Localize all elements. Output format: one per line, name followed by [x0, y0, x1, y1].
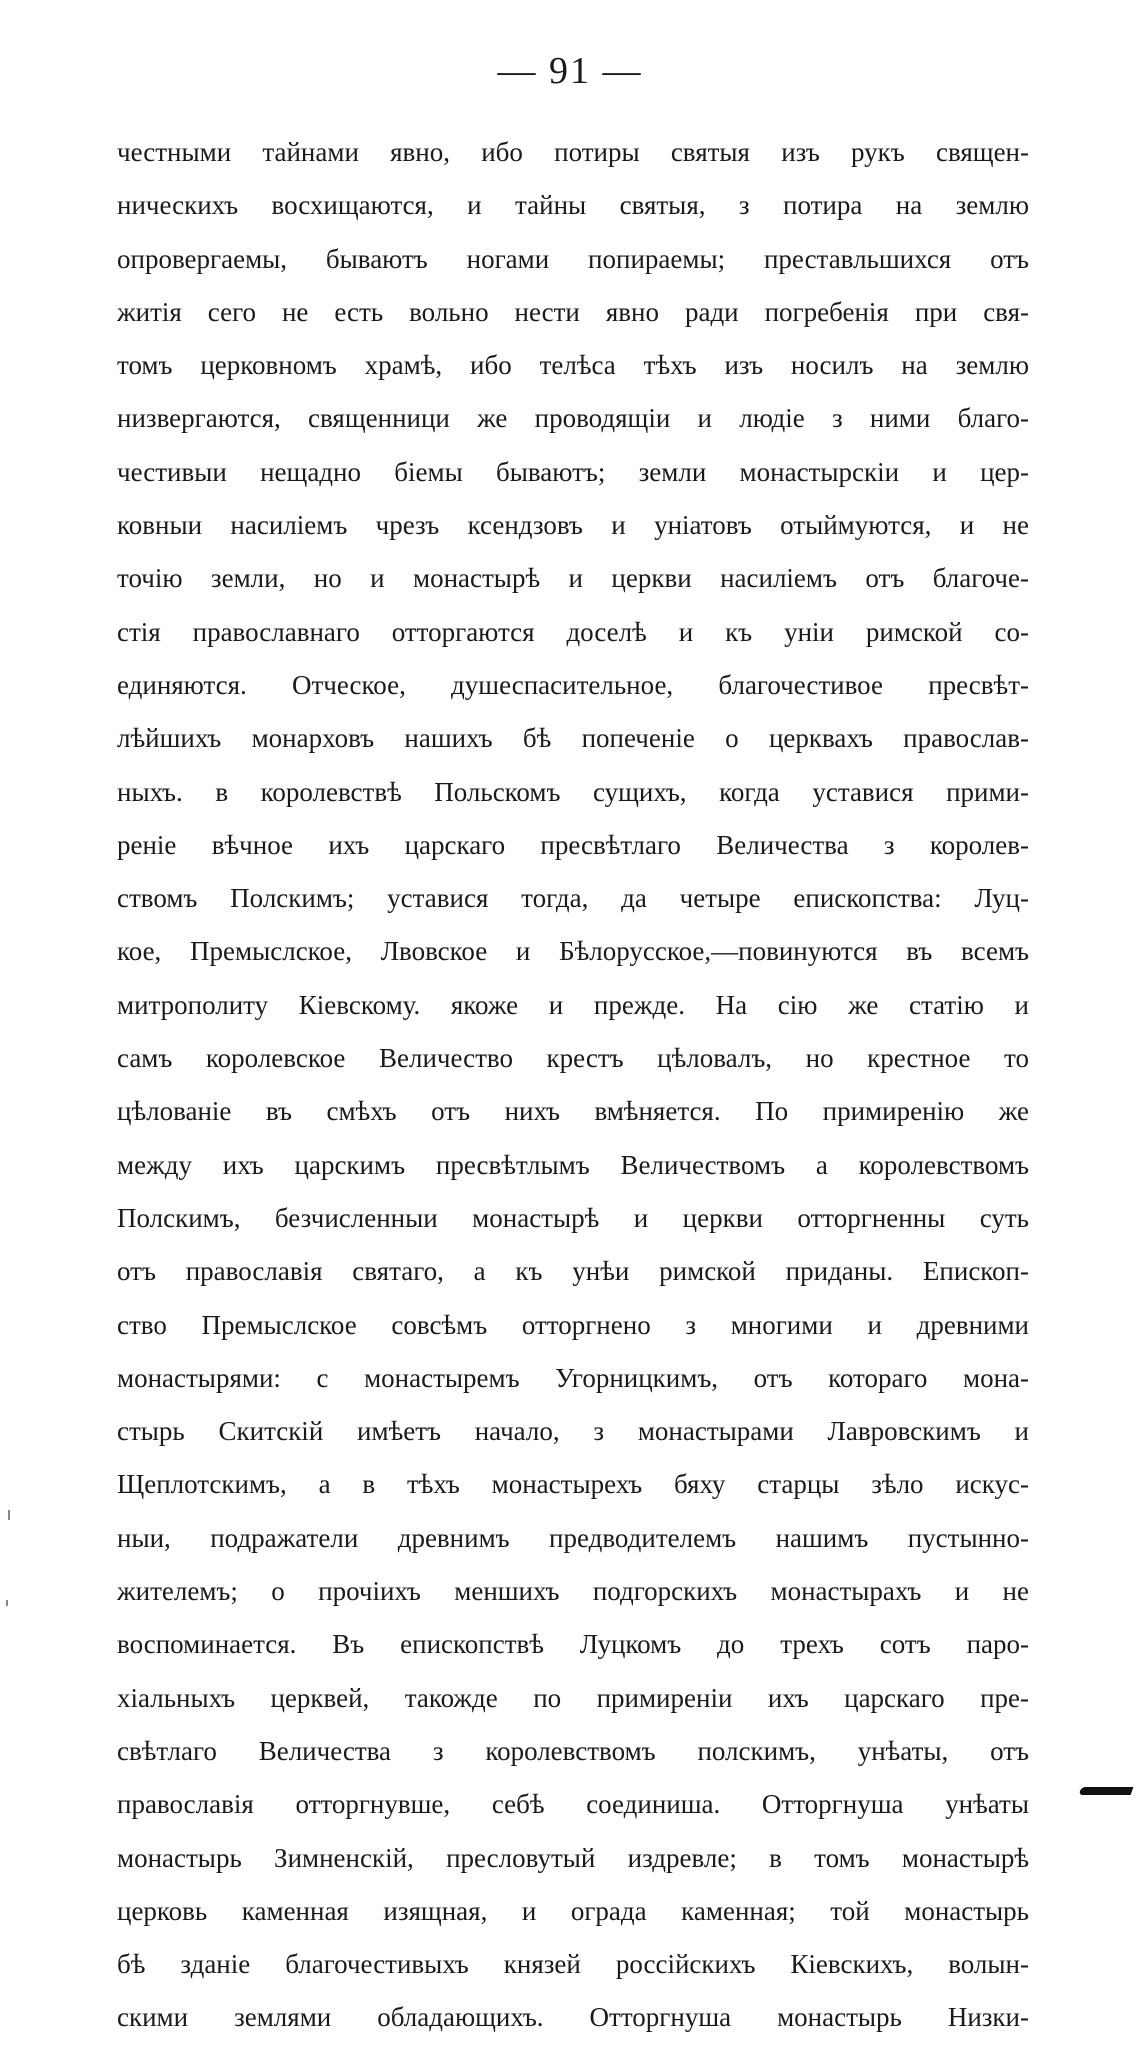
- text-line: самъ королевское Величество крестъ цѣловалъ, но крестное то: [117, 1043, 1029, 1074]
- text-line: житія сего не есть вольно нести явно ради погребенія при свя-: [117, 296, 1029, 327]
- text-line: томъ церковномъ храмѣ, ибо телѣса тѣхъ изъ носилъ на землю: [117, 350, 1029, 381]
- text-line: цѣлованіе въ смѣхъ отъ нихъ вмѣняется. По примиренію же: [117, 1096, 1029, 1127]
- text-line: между ихъ царскимъ пресвѣтлымъ Величествомъ а королевствомъ: [117, 1149, 1029, 1180]
- text-line: ныхъ. в королевствѣ Польскомъ сущихъ, когда уставися прими-: [117, 776, 1029, 807]
- text-line: скими землями обладающихъ. Отторгнуша монастырь Низки-: [117, 2002, 1029, 2033]
- text-line: ковныи насиліемъ чрезъ ксендзовъ и уніатовъ отыймуются, и не: [117, 510, 1029, 541]
- text-line: православія отторгнувше, себѣ соединиша. Отторгнуша унѣаты: [117, 1789, 1029, 1820]
- text-line: воспоминается. Въ епископствѣ Луцкомъ до трехъ сотъ паро-: [117, 1629, 1029, 1660]
- page-edge-mark: [1079, 1787, 1134, 1795]
- body-text: [117, 130, 1029, 2049]
- text-line: стія православнаго отторгаются доселѣ и къ уніи римской со-: [117, 616, 1029, 647]
- text-line: стырь Скитскій имѣетъ начало, з монастырами Лавровскимъ и: [117, 1416, 1029, 1447]
- text-line: монастырь Зимненскій, пресловутый издревле; в томъ монастырѣ: [117, 1842, 1029, 1873]
- text-line: честивыи нещадно біемы бываютъ; земли монастырскіи и цер-: [117, 456, 1029, 487]
- text-line: честными тайнами явно, ибо потиры святыя изъ рукъ священ-: [117, 137, 1029, 167]
- text-line: ныи, подражатели древнимъ предводителемъ нашимъ пустынно-: [117, 1522, 1029, 1553]
- margin-speck: [6, 1600, 8, 1606]
- text-line: опровергаемы, бываютъ ногами попираемы; преставльшихся отъ: [117, 243, 1029, 274]
- text-line: монастырями: с монастыремъ Угорницкимъ, отъ котораго мона-: [117, 1362, 1029, 1393]
- text-line: хіальныхъ церквей, такожде по примиреніи ихъ царскаго пре-: [117, 1682, 1029, 1713]
- page-number: — 91 —: [497, 50, 643, 92]
- text-line: ство Премыслское совсѣмъ отторгнено з многими и древними: [117, 1309, 1029, 1340]
- text-line: кое, Премыслское, Лвовское и Бѣлорусское,—повинуются въ всемъ: [117, 936, 1029, 967]
- text-line: низвергаются, священници же проводящіи и людіе з ними благо-: [117, 403, 1029, 434]
- text-line: ническихъ восхищаются, и тайны святыя, з потира на землю: [117, 190, 1029, 221]
- text-line: лѣйшихъ монарховъ нашихъ бѣ попеченіе о церквахъ православ-: [117, 723, 1029, 754]
- text-line: единяются. Отческое, душеспасительное, благочестивое пресвѣт-: [117, 669, 1029, 700]
- margin-speck: [8, 1510, 10, 1520]
- text-line: отъ православія святаго, а къ унѣи римской приданы. Епископ-: [117, 1256, 1029, 1287]
- text-line: церковь каменная изящная, и ограда каменная; той монастырь: [117, 1895, 1029, 1926]
- text-line: свѣтлаго Величества з королевствомъ полскимъ, унѣаты, отъ: [117, 1735, 1029, 1766]
- text-line: бѣ зданіе благочестивыхъ князей россійскихъ Кіевскихъ, волын-: [117, 1949, 1029, 1980]
- text-line: жителемъ; о прочіихъ меншихъ подгорскихъ монастырахъ и не: [117, 1576, 1029, 1607]
- text-line: ствомъ Полскимъ; уставися тогда, да четыре епископства: Луц-: [117, 883, 1029, 914]
- text-line: Полскимъ, безчисленныи монастырѣ и церкви отторгненны суть: [117, 1202, 1029, 1233]
- text-line: Щеплотскимъ, а в тѣхъ монастырехъ бяху старцы зѣло искус-: [117, 1469, 1029, 1500]
- text-line: митрополиту Кіевскому. якоже и прежде. На сію же статію и: [117, 989, 1029, 1020]
- text-line: точію земли, но и монастырѣ и церкви насиліемъ отъ благоче-: [117, 563, 1029, 594]
- text-line: реніе вѣчное ихъ царскаго пресвѣтлаго Величества з королев-: [117, 829, 1029, 860]
